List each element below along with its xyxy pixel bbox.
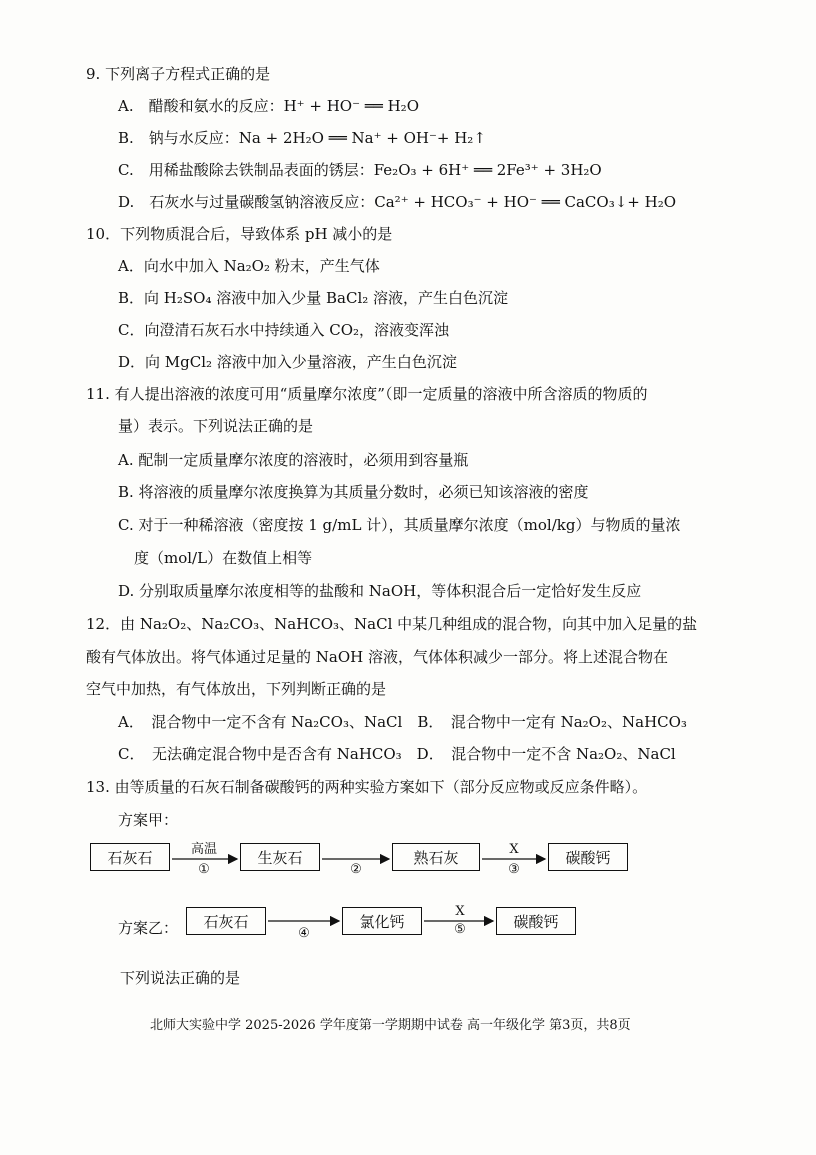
q11-stem-line2: 量）表示。下列说法正确的是 [118,417,314,435]
q12-stem-line2: 酸有气体放出。将气体通过足量的 NaOH 溶液，气体体积减少一部分。将上述混合物在 [86,648,668,666]
plan-b-arrow2-reagent: X [455,904,465,919]
plan-b-box-calcium-chloride: 氯化钙 [342,907,422,935]
plan-b-box-limestone: 石灰石 [186,907,266,935]
plan-a-box-limestone: 石灰石 [90,843,170,871]
q12-stem-line1: 12．由 Na₂O₂、Na₂CO₃、NaHCO₃、NaCl 中某几种组成的混合物，向其中加入足量的盐 [86,615,698,633]
plan-b-box-calcium-carbonate: 碳酸钙 [496,907,576,935]
plan-b-step5-marker: ⑤ [454,922,466,937]
plan-b-label: 方案乙： [118,919,179,937]
q11-stem-line1: 11. 有人提出溶液的浓度可用“质量摩尔浓度”（即一定质量的溶液中所含溶质的物质的 [86,385,648,403]
q10-stem: 10．下列物质混合后，导致体系 pH 减小的是 [86,225,393,243]
plan-a-box-calcium-carbonate: 碳酸钙 [548,843,628,871]
q10-option-b: B．向 H₂SO₄ 溶液中加入少量 BaCl₂ 溶液，产生白色沉淀 [118,289,509,307]
plan-a-arrow3-reagent: X [509,842,519,857]
page-footer: 北师大实验中学 2025-2026 学年度第一学期期中试卷 高一年级化学 第3页，共8页 [150,1018,631,1033]
q11-option-c-line1: C. 对于一种稀溶液（密度按 1 g/mL 计），其质量摩尔浓度（mol/kg）与物质的量浓 [118,516,681,534]
plan-a-arrow1-condition: 高温 [190,842,217,857]
q9-option-c: C. 用稀盐酸除去铁制品表面的锈层：Fe₂O₃ + 6H⁺ ══ 2Fe³⁺ + 3H₂O [118,161,602,179]
plan-a-box-quicklime: 生灰石 [240,843,320,871]
q10-option-a: A．向水中加入 Na₂O₂ 粉末，产生气体 [118,257,380,275]
plan-a-step1-marker: ① [198,862,210,877]
plan-a-label: 方案甲： [118,811,179,829]
q12-options-cd: C． 无法确定混合物中是否含有 NaHCO₃ D． 混合物中一定不含 Na₂O₂、NaCl [118,745,676,763]
q12-options-ab: A． 混合物中一定不含有 Na₂CO₃、NaCl B． 混合物中一定有 Na₂O₂、NaHCO₃ [118,713,687,731]
q9-option-a: A. 醋酸和氨水的反应：H⁺ + HO⁻ ══ H₂O [118,97,419,115]
plan-a-step3-marker: ③ [508,862,520,877]
q11-option-a: A. 配制一定质量摩尔浓度的溶液时，必须用到容量瓶 [118,451,469,469]
q13-stem: 13. 由等质量的石灰石制备碳酸钙的两种实验方案如下（部分反应物或反应条件略）。 [86,778,648,796]
q10-option-c: C．向澄清石灰石水中持续通入 CO₂，溶液变浑浊 [118,321,450,339]
q11-option-c-line2: 度（mol/L）在数值上相等 [134,549,313,567]
plan-a-step2-marker: ② [350,862,362,877]
q10-option-d: D．向 MgCl₂ 溶液中加入少量溶液，产生白色沉淀 [118,353,457,371]
q11-option-b: B. 将溶液的质量摩尔浓度换算为其质量分数时，必须已知该溶液的密度 [118,483,589,501]
q13-question: 下列说法正确的是 [120,969,241,987]
q9-stem: 9. 下列离子方程式正确的是 [86,65,271,83]
q9-option-d: D. 石灰水与过量碳酸氢钠溶液反应：Ca²⁺ + HCO₃⁻ + HO⁻ ══ CaCO₃↓+ H₂O [118,193,677,211]
q9-option-b: B. 钠与水反应：Na + 2H₂O ══ Na⁺ + OH⁻+ H₂↑ [118,129,486,147]
q12-stem-line3: 空气中加热，有气体放出，下列判断正确的是 [86,680,387,698]
plan-a-box-slaked-lime: 熟石灰 [392,843,480,871]
q11-option-d: D. 分别取质量摩尔浓度相等的盐酸和 NaOH，等体积混合后一定恰好发生反应 [118,582,642,600]
plan-b-step4-marker: ④ [298,926,310,941]
